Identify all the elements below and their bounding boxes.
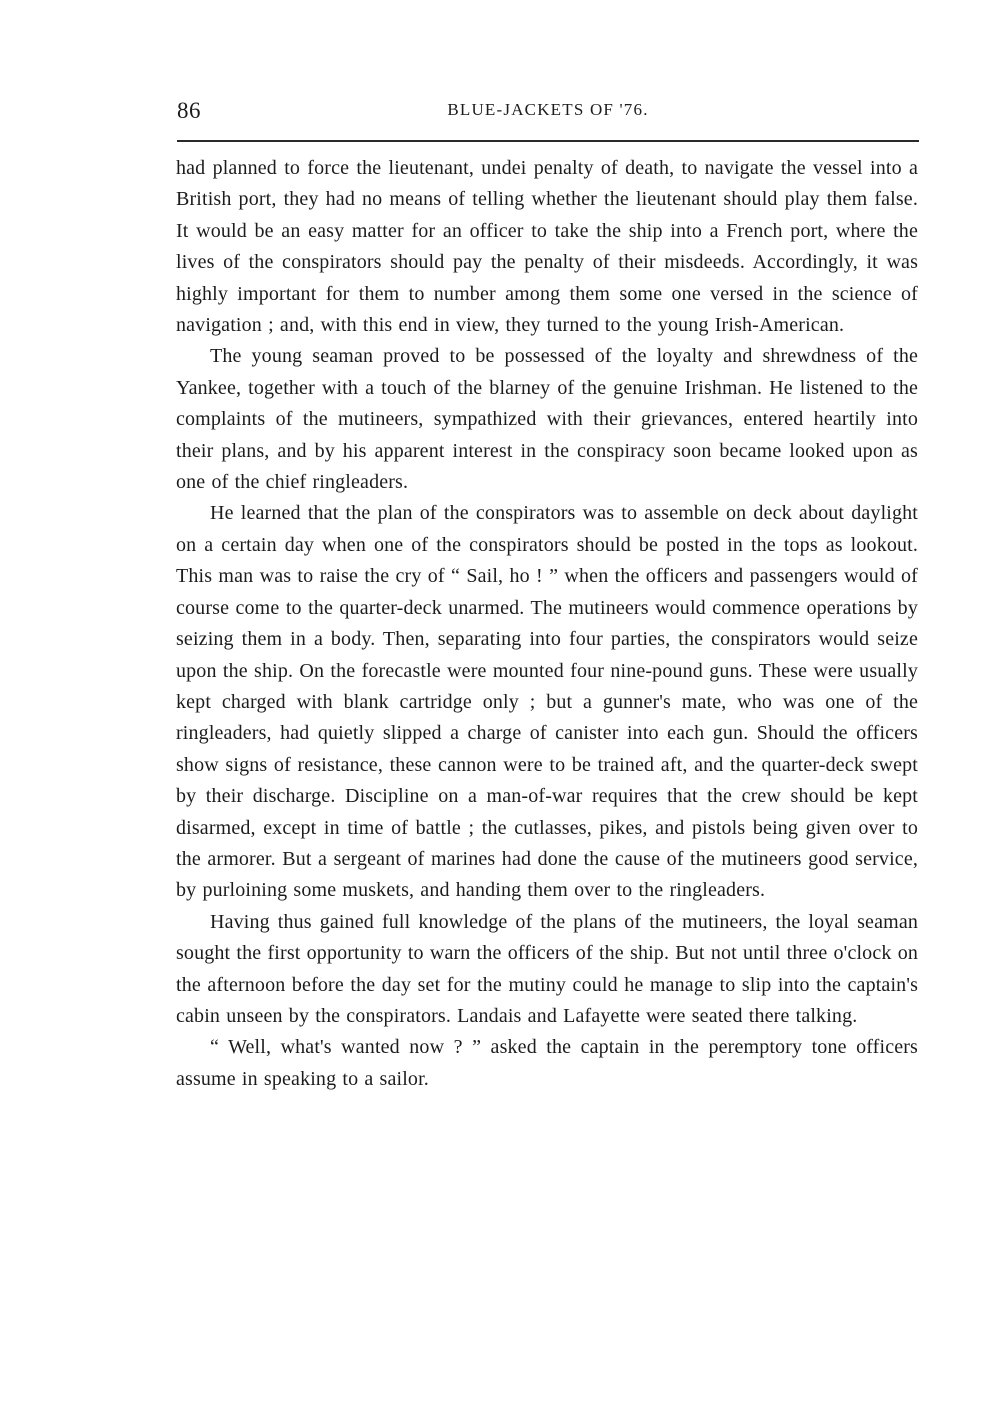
page-number: 86	[177, 98, 201, 123]
page-header	[177, 96, 919, 130]
body-text	[176, 153, 918, 1095]
paragraph: “ Well, what's wanted now ? ” asked the captain in the peremptory tone officers assume in speaking to a sailor.	[176, 1036, 918, 1090]
running-title: BLUE-JACKETS OF '76.	[447, 100, 649, 119]
paragraph: had planned to force the lieutenant, undei penalty of death, to navigate the vessel into a British port, they had no means of telling whether the lieutenant should play them false. It would be an easy matter for an officer to take the ship into a French port, where the lives of the conspirators should pay the penalty of their misdeeds. Accordingly, it was highly important for them to number among them some one versed in the science of navigation ; and, with this end in view, they turned to the young Irish-American.	[176, 157, 918, 337]
paragraph: The young seaman proved to be possessed of the loyalty and shrewdness of the Yankee, together with a touch of the blarney of the genuine Irishman. He listened to the complaints of the mutineers, sympathized with their grievances, entered heartily into their plans, and by his apparent interest in the conspiracy soon became looked upon as one of the chief ringleaders.	[176, 345, 918, 494]
paragraph: Having thus gained full knowledge of the plans of the mutineers, the loyal seaman sought the first opportunity to warn the officers of the ship. But not until three o'clock on the afternoon before the day set for the mutiny could he manage to slip into the captain's cabin unseen by the conspirators. Landais and Lafayette were seated there talking.	[176, 910, 918, 1027]
paragraph: He learned that the plan of the conspirators was to assemble on deck about daylight on a certain day when one of the conspirators should be posted in the tops as lookout. This man was to raise the cry of “ Sail, ho ! ” when the officers and passengers would of course come to the quarter-deck unarmed. The mutineers would commence operations by seizing them in a body. Then, separating into four parties, the conspirators would seize upon the ship. On the forecastle were mounted four nine-pound guns. These were usually kept charged with blank cartridge only ; but a gunner's mate, who was one of the ringleaders, had quietly slipped a charge of canister into each gun. Should the officers show signs of resistance, these cannon were to be trained aft, and the quarter-deck swept by their discharge. Discipline on a man-of-war requires that the crew should be kept disarmed, except in time of battle ; the cutlasses, pikes, and pistols being given over to the armorer. But a sergeant of marines had done the cause of the mutineers good service, by purloining some muskets, and handing them over to the ringleaders.	[176, 502, 918, 902]
header-rule	[177, 140, 919, 142]
